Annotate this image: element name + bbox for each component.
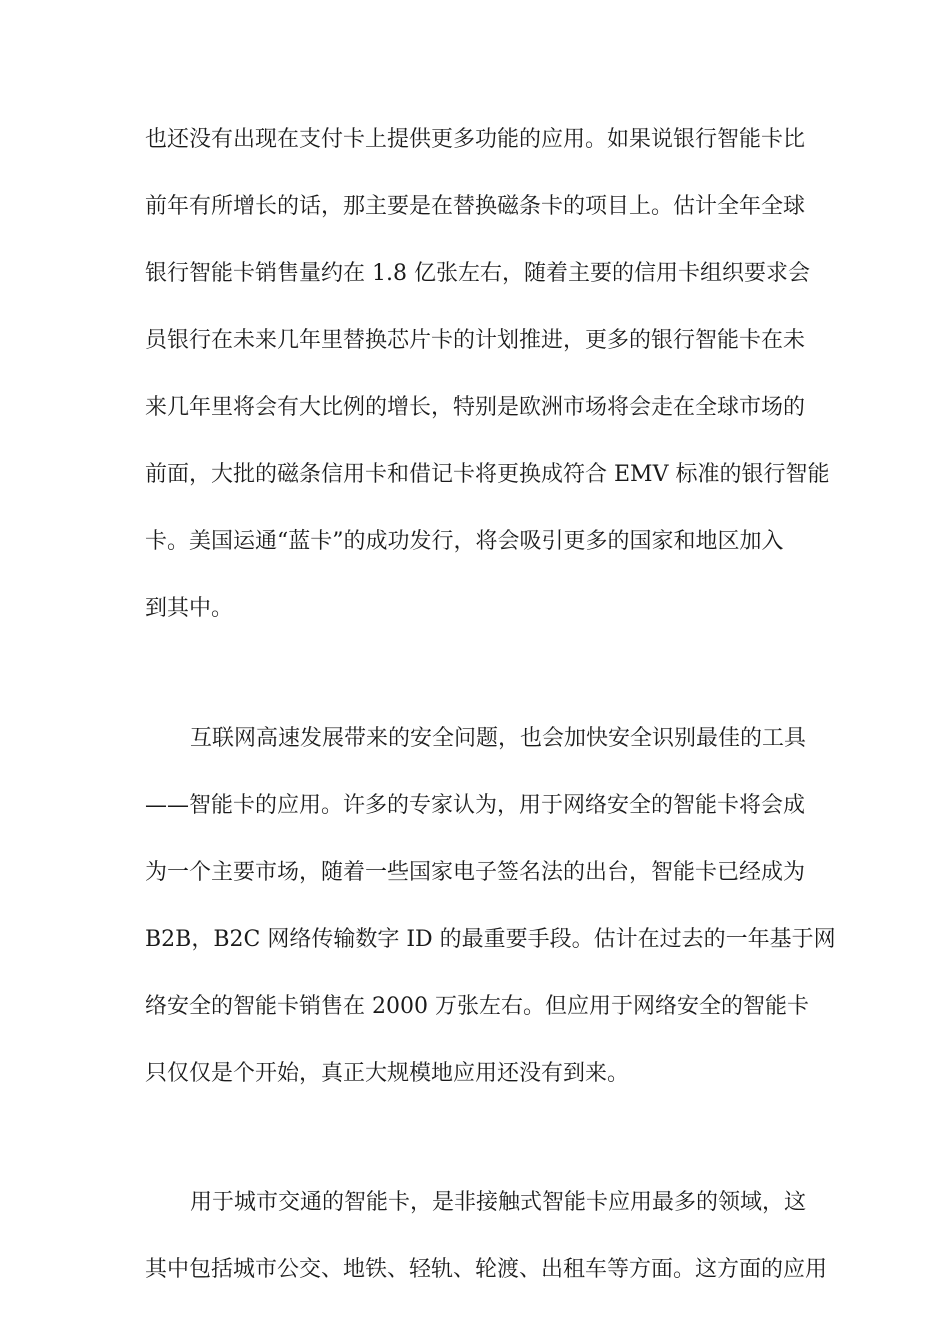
paragraph-2-line-3: 为一个主要市场，随着一些国家电子签名法的出台，智能卡已经成为 bbox=[145, 860, 806, 885]
paragraph-1-line-2: 前年有所增长的话，那主要是在替换磁条卡的项目上。估计全年全球 bbox=[145, 194, 806, 219]
paragraph-2-line-1: 互联网高速发展带来的安全问题，也会加快安全识别最佳的工具 bbox=[190, 726, 807, 751]
paragraph-2-line-5: 络安全的智能卡销售在 2000 万张左右。但应用于网络安全的智能卡 bbox=[145, 994, 809, 1019]
paragraph-1-line-3: 银行智能卡销售量约在 1.8 亿张左右，随着主要的信用卡组织要求会 bbox=[145, 261, 810, 286]
paragraph-1-line-4: 员银行在未来几年里替换芯片卡的计划推进，更多的银行智能卡在未 bbox=[145, 328, 806, 353]
paragraph-2-line-4: B2B，B2C 网络传输数字 ID 的最重要手段。估计在过去的一年基于网 bbox=[145, 927, 836, 952]
paragraph-1-line-7: 卡。美国运通“蓝卡”的成功发行，将会吸引更多的国家和地区加入 bbox=[145, 529, 784, 554]
paragraph-1-line-8: 到其中。 bbox=[145, 596, 234, 621]
paragraph-1-line-1: 也还没有出现在支付卡上提供更多功能的应用。如果说银行智能卡比 bbox=[145, 127, 806, 152]
paragraph-2-line-2: ——智能卡的应用。许多的专家认为，用于网络安全的智能卡将会成 bbox=[145, 793, 806, 818]
paragraph-1-line-5: 来几年里将会有大比例的增长，特别是欧洲市场将会走在全球市场的 bbox=[145, 395, 806, 420]
paragraph-2-line-6: 只仅仅是个开始，真正大规模地应用还没有到来。 bbox=[145, 1061, 630, 1086]
paragraph-3-line-1: 用于城市交通的智能卡，是非接触式智能卡应用最多的领域，这 bbox=[190, 1190, 807, 1215]
paragraph-1-line-6: 前面，大批的磁条信用卡和借记卡将更换成符合 EMV 标准的银行智能 bbox=[145, 462, 830, 487]
paragraph-3-line-2: 其中包括城市公交、地铁、轻轨、轮渡、出租车等方面。这方面的应用 bbox=[145, 1257, 828, 1282]
